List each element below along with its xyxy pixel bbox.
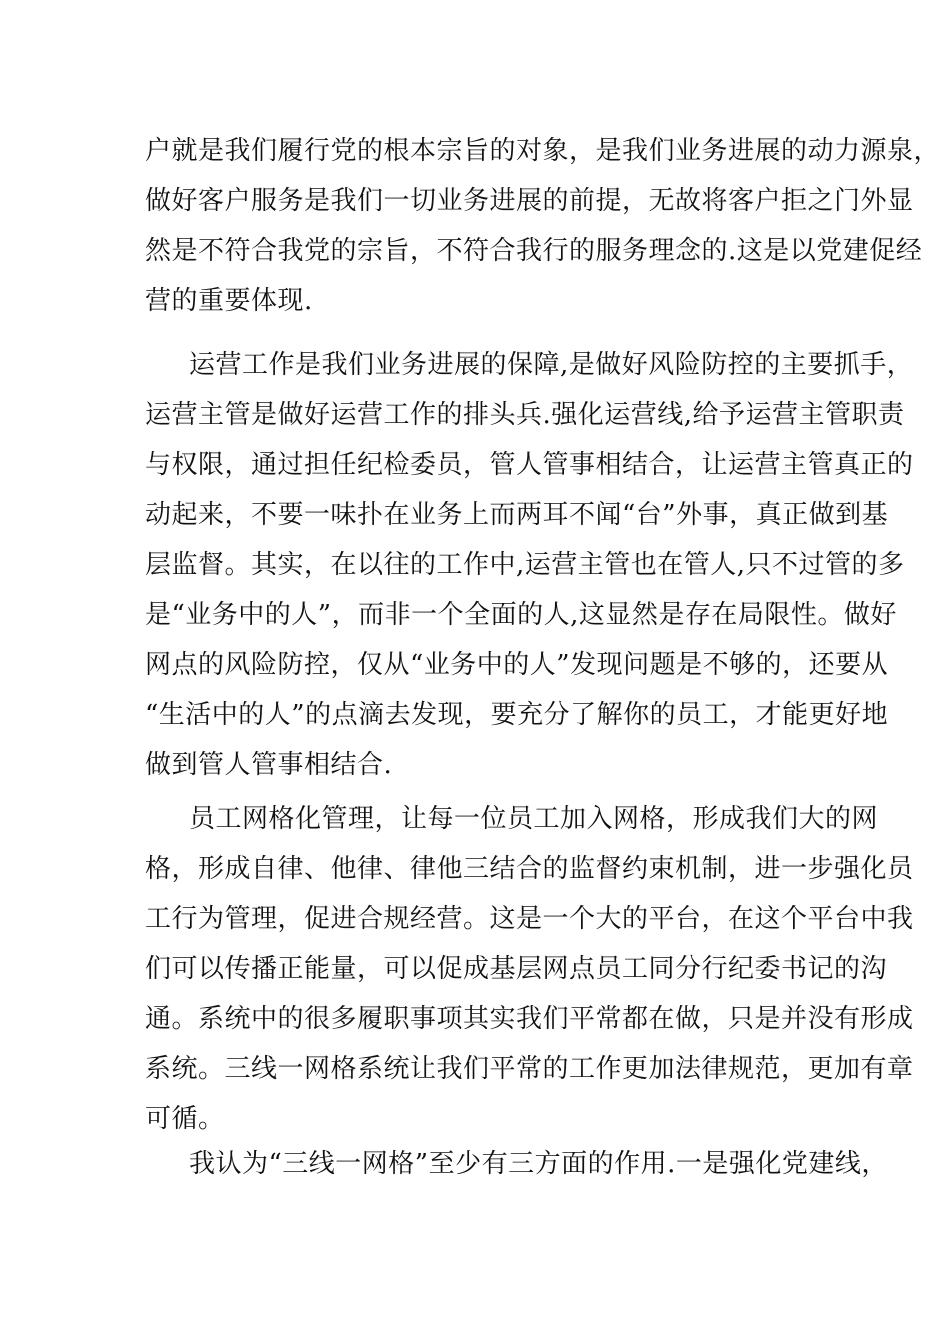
paragraph-2-line-7: 网点的风险防控，仅从“业务中的人”发现问题是不够的，还要从 xyxy=(145,650,889,680)
paragraph-2-line-2: 运营主管是做好运营工作的排头兵.强化运营线,给予运营主管职责 xyxy=(145,400,905,430)
paragraph-3-line-7: 可循。 xyxy=(145,1104,225,1134)
paragraph-1-line-2: 做好客户服务是我们一切业务进展的前提，无故将客户拒之门外显 xyxy=(145,186,914,216)
paragraph-4-line-1: 我认为“三线一网格”至少有三方面的作用.一是强化党建线， xyxy=(189,1149,888,1179)
paragraph-2-line-8: “生活中的人”的点滴去发现，要充分了解你的员工，才能更好地 xyxy=(145,700,889,730)
paragraph-1-line-3: 然是不符合我党的宗旨，不符合我行的服务理念的.这是以党建促经 xyxy=(145,236,923,266)
paragraph-3-line-3: 工行为管理，促进合规经营。这是一个大的平台，在这个平台中我 xyxy=(145,904,914,934)
paragraph-3-line-4: 们可以传播正能量，可以促成基层网点员工同分行纪委书记的沟 xyxy=(145,954,888,984)
paragraph-1-line-1: 户就是我们履行党的根本宗旨的对象，是我们业务进展的动力源泉， xyxy=(145,136,941,166)
paragraph-2-line-6: 是“业务中的人”，而非一个全面的人,这显然是存在局限性。做好 xyxy=(145,600,897,630)
paragraph-3-line-6: 系统。三线一网格系统让我们平常的工作更加法律规范，更加有章 xyxy=(145,1054,914,1084)
paragraph-1-line-4: 营的重要体现. xyxy=(145,286,313,316)
paragraph-2-line-5: 层监督。其实，在以往的工作中,运营主管也在管人,只不过管的多 xyxy=(145,550,905,580)
paragraph-2-line-4: 动起来，不要一味扑在业务上而两耳不闻“台”外事，真正做到基 xyxy=(145,500,889,530)
paragraph-3-line-2: 格，形成自律、他律、律他三结合的监督约束机制，进一步强化员 xyxy=(145,854,914,884)
paragraph-3-line-5: 通。系统中的很多履职事项其实我们平常都在做，只是并没有形成 xyxy=(145,1004,914,1034)
paragraph-3-line-1: 员工网格化管理，让每一位员工加入网格，形成我们大的网 xyxy=(189,804,879,834)
paragraph-2-line-3: 与权限，通过担任纪检委员，管人管事相结合，让运营主管真正的 xyxy=(145,450,914,480)
paragraph-2-line-9: 做到管人管事相结合. xyxy=(145,750,393,780)
paragraph-2-line-1: 运营工作是我们业务进展的保障,是做好风险防控的主要抓手， xyxy=(189,350,914,380)
